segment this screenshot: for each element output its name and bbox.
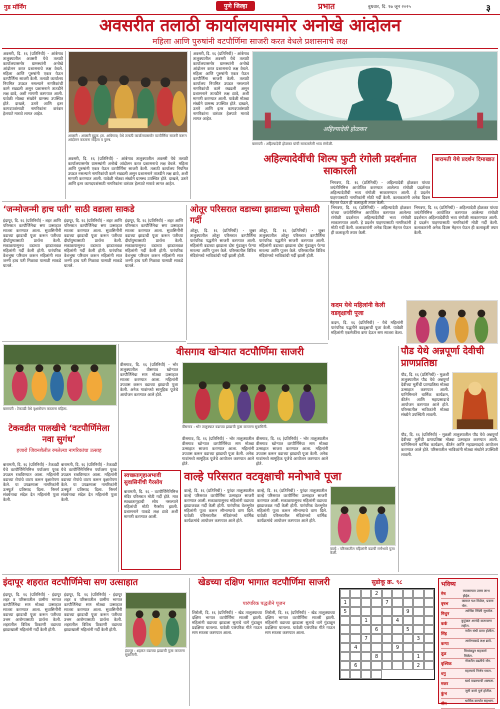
- sudoku-cell: 5: [403, 625, 413, 634]
- janmo-body-3: इंदापूर, दि. १६ (प्रतिनिधी) - शहर आणि परिसरात वटपौर्णिमेचा सण उत्साहात साजरा करण्यात आला. सुवासिनींनी वडाच्या झाडाची पूजा करून पतीच्या दीर्घायुष्यासाठी प्रार्थना केली. सकाळपासूनच वडाच्या झाडाजवळ महिलांनी गर्दी केली होती. पारंपरिक वेशभूषा परिधान करून महिलांनी सात जन्मी हाच पती मिळावा यासाठी साकडे घातले.: [125, 218, 183, 268]
- lead-body-col3: अवसरी, दि. १६ (प्रतिनिधी) - आंबेगाव तालुक्यातील अवसरी येथे तलाठी कार्यालयासमोर ग्रामस्थांनी अनोखे आंदोलन करत प्रशासनाचे लक्ष वेधले. महिला आणि पुरुषांनी एकत्र येऊन वटपौर्णिमा साजरी केली. तलाठी कार्यालय नियमित उघडत नसल्याने नागरिकांची कामे रखडली असून प्रशासनाने तातडीने लक्ष द्यावे, अशी मागणी करण्यात आली. यावेळी मोठ्या संख्येने ग्रामस्थ उपस्थित होते. दाखले, उतारे आणि इतर कागदपत्रांसाठी नागरिकांना वारंवार हेलपाटे मारावे लागत आहेत.: [193, 51, 249, 121]
- sudoku-cell: [340, 661, 350, 670]
- sudoku-cell: [371, 616, 381, 625]
- sudoku-cell: [361, 670, 371, 679]
- sudoku-cell: [382, 643, 392, 652]
- indapur-caption: इंदापूर : शहरात वडाच्या झाडाची पूजा करताना सुवासिनी.: [125, 649, 185, 658]
- sudoku-cell: [392, 607, 402, 616]
- sudoku-cell: [340, 670, 350, 679]
- horoscope-title: भविष्य: [441, 581, 456, 588]
- otur-body-1: ओतूर, दि. १६ (प्रतिनिधी) - जुन्नर तालुक्यातील ओतूर परिसरात वटपौर्णिमा पारंपरिक पद्धतीने साजरी करण्यात आली. महिलांनी वडाच्या झाडाला दोरा गुंडाळून फेऱ्या मारल्या आणि पूजन केले. परिसरातील विविध मंदिरांमध्ये भाविकांची गर्दी झाली होती.: [190, 228, 256, 258]
- sudoku-cell: [350, 625, 360, 634]
- sudoku-cell: [424, 652, 434, 661]
- sudoku-cell: [340, 643, 350, 652]
- sudoku-cell: [382, 589, 392, 598]
- valhe-headline: वाल्हे परिसरात वटवृक्षाची मनोभावे पूजा: [184, 470, 342, 483]
- horoscope-sign: वृषभ: [441, 601, 449, 606]
- newspaper-logo: प्रभात: [318, 1, 335, 11]
- sudoku-cell: [403, 643, 413, 652]
- ahilya-body-col3: भिगवण, दि. १६ (प्रतिनिधी) - अहिल्यादेवी होळकर यांच्या जयंतीनिमित्त आयोजित करण्यात आलेल्या रांगोळी प्रदर्शनात अहिल्यादेवींची भव्य रांगोळी साकारण्यात आली. हे प्रदर्शन पाहण्यासाठी नागरिकांनी मोठी गर्दी केली. कलाकारांनी अनेक दिवस मेहनत घेऊन ही कलाकृती तयार केली.: [414, 205, 498, 235]
- ahilya-side-title: बारामती येथे प्रदर्शन दिमाखात: [435, 157, 495, 163]
- kadam-headline: कदम येथे महिलांनी केली वडवृक्षाची पूजा: [331, 302, 386, 317]
- lead-body-col2: अवसरी, दि. १६ (प्रतिनिधी) - आंबेगाव तालुक्यातील अवसरी येथे तलाठी कार्यालयासमोर ग्रामस्थांनी अनोखे आंदोलन करत प्रशासनाचे लक्ष वेधले. महिला आणि पुरुषांनी एकत्र येऊन वटपौर्णिमा साजरी केली. तलाठी कार्यालय नियमित उघडत नसल्याने नागरिकांची कामे रखडली असून प्रशासनाने तातडीने लक्ष द्यावे, अशी मागणी करण्यात आली. यावेळी मोठ्या संख्येने ग्रामस्थ उपस्थित होते. दाखले, उतारे आणि इतर कागदपत्रांसाठी नागरिकांना वारंवार हेलपाटे मारावे लागत आहेत.: [68, 156, 188, 186]
- sudoku-cell: 1: [340, 598, 350, 607]
- horoscope-text: जुनी कामे पूर्ण होतील.: [465, 689, 493, 693]
- khed-headline: खेडच्या दक्षिण भागात वटपौर्णिमा साजरी: [198, 578, 330, 588]
- sudoku-cell: 1: [361, 616, 371, 625]
- horoscope-sign: धनु: [441, 671, 446, 676]
- shauchalay-headline: स्वच्छतागृहाअभावी सुवासिनींची गैरसोय: [124, 473, 163, 486]
- visgaon-caption: वीसगाव : भोर तालुक्यात वडाच्या झाडाची पूजा करताना सुवासिनी.: [182, 425, 268, 429]
- page-date: बुधवार, दि. १७ जून २०२५: [368, 5, 411, 10]
- sudoku-cell: [361, 589, 371, 598]
- sudoku-box: [339, 578, 435, 704]
- horoscope-item: [441, 649, 495, 659]
- otur-body-2: ओतूर, दि. १६ (प्रतिनिधी) - जुन्नर तालुक्यातील ओतूर परिसरात वटपौर्णिमा पारंपरिक पद्धतीने साजरी करण्यात आली. महिलांनी वडाच्या झाडाला दोरा गुंडाळून फेऱ्या मारल्या आणि पूजन केले. परिसरातील विविध मंदिरांमध्ये भाविकांची गर्दी झाली होती.: [259, 228, 325, 258]
- sudoku-cell: 9: [403, 607, 413, 616]
- sudoku-cell: [382, 607, 392, 616]
- sudoku-cell: [350, 652, 360, 661]
- sudoku-cell: 2: [413, 661, 423, 670]
- horoscope-item: [441, 669, 495, 679]
- rangoli-signature: अहिल्यादेवी होळकर: [323, 126, 367, 133]
- sudoku-cell: [403, 634, 413, 643]
- sudoku-cell: [371, 643, 381, 652]
- valhe-caption: वाल्हे : परिसरातील महिलांनी वडाची मनोभावे पूजा केली.: [330, 547, 395, 556]
- rangoli-caption: बारामती : अहिल्यादेवी होळकर यांची साकारलेली भव्य रांगोळी.: [252, 142, 334, 146]
- sudoku-cell: [382, 634, 392, 643]
- horoscope-item: [441, 609, 495, 619]
- horoscope-sign: कुंभ: [441, 691, 447, 696]
- horoscope-item: [441, 599, 495, 609]
- khed-body-1: शिरोली, दि. १६ (प्रतिनिधी) - खेड तालुक्याच्या दक्षिण भागात वटपौर्णिमा साजरी झाली. महिलांनी वडाच्या झाडाला सुताचे धागे गुंडाळून प्रदक्षिणा घातल्या. यावेळी पारंपरिक गीते गाऊन सण साजरा करण्यात आला.: [192, 610, 262, 635]
- tekwadi-headline: टेकवडीत पालखीचे ‘वटपौर्णिमेला नवा सुगंध’: [8, 424, 110, 445]
- sudoku-cell: [382, 616, 392, 625]
- sudoku-cell: [413, 643, 423, 652]
- otur-headline: ओतूर परिसरात वडाच्या झाडाच्या पूजेसाठी गर्दी: [190, 205, 320, 226]
- sudoku-cell: [350, 607, 360, 616]
- sudoku-cell: [424, 598, 434, 607]
- khed-sub: पारंपरिक पद्धतीने पूजन: [242, 601, 286, 607]
- sudoku-cell: [424, 607, 434, 616]
- sudoku-cell: [392, 634, 402, 643]
- sudoku-cell: 5: [340, 607, 350, 616]
- shauchalay-box: [121, 470, 181, 570]
- indapur-body-2: इंदापूर, दि. १६ (प्रतिनिधी) - इंदापूर शहर व परिसरातील ग्रामीण भागात वटपौर्णिमेचा सण मोठ्या उत्साहात साजरा करण्यात आला. सुवासिनींनी वडाच्या झाडाची पूजा करून पतीच्या उत्तम आरोग्यासाठी प्रार्थना केली. शहरातील विविध ठिकाणी वडाच्या झाडाखाली महिलांनी गर्दी केली होती.: [64, 592, 122, 632]
- horoscope-item: [441, 619, 495, 629]
- sudoku-cell: [403, 616, 413, 625]
- sudoku-cell: [424, 625, 434, 634]
- sudoku-cell: [350, 634, 360, 643]
- horoscope-text: खर्च वाढण्याची शक्यता.: [465, 679, 495, 683]
- sudoku-cell: 4: [350, 643, 360, 652]
- sudoku-cell: [413, 607, 423, 616]
- sudoku-cell: [403, 661, 413, 670]
- horoscope-sign: मकर: [441, 681, 449, 686]
- sudoku-cell: [350, 598, 360, 607]
- sudoku-cell: 6: [371, 625, 381, 634]
- lead-photo: [68, 51, 188, 133]
- lead-subhead: महिला आणि पुरुषांनी वटपौर्णिमा साजरी करत वेधले प्रशासनाचे लक्ष: [152, 37, 348, 46]
- horoscope-box: [438, 578, 498, 704]
- sudoku-cell: 3: [413, 634, 423, 643]
- lead-photo-caption: अवसरी : अवसरी बुद्रुक (ता. आंबेगाव) येथे तलाठी कार्यालयासमोर वटपौर्णिमा साजरी करून आंदोलन करताना महिला व पुरुष.: [68, 134, 187, 143]
- khed-body-2: शिरोली, दि. १६ (प्रतिनिधी) - खेड तालुक्याच्या दक्षिण भागात वटपौर्णिमा साजरी झाली. महिलांनी वडाच्या झाडाला सुताचे धागे गुंडाळून प्रदक्षिणा घातल्या. यावेळी पारंपरिक गीते गाऊन सण साजरा करण्यात आला.: [265, 610, 335, 635]
- sudoku-cell: [392, 625, 402, 634]
- indapur-body-1: इंदापूर, दि. १६ (प्रतिनिधी) - इंदापूर शहर व परिसरातील ग्रामीण भागात वटपौर्णिमेचा सण मोठ्या उत्साहात साजरा करण्यात आला. सुवासिनींनी वडाच्या झाडाची पूजा करून पतीच्या उत्तम आरोग्यासाठी प्रार्थना केली. शहरातील विविध ठिकाणी वडाच्या झाडाखाली महिलांनी गर्दी केली होती.: [3, 592, 61, 632]
- horoscope-sign: कन्या: [441, 641, 449, 646]
- sudoku-cell: 1: [413, 652, 423, 661]
- sudoku-cell: [413, 598, 423, 607]
- sudoku-cell: [361, 661, 371, 670]
- sudoku-cell: [413, 616, 423, 625]
- sudoku-cell: 7: [361, 634, 371, 643]
- visgaon-headline: वीसगाव खोऱ्यात वटपौर्णिमा साजरी: [176, 347, 304, 358]
- sudoku-cell: [382, 652, 392, 661]
- sudoku-cell: [371, 607, 381, 616]
- horoscope-sign: कर्क: [441, 621, 448, 626]
- section-label: गुड मॉर्निंग: [4, 4, 27, 11]
- sudoku-cell: [392, 652, 402, 661]
- sudoku-cell: [361, 625, 371, 634]
- valhe-body-2: वाल्हे, दि. १६ (प्रतिनिधी) - पुरंदर तालुक्यातील वाल्हे परिसरात वटपौर्णिमा उत्साहात साजरी करण्यात आली. सकाळपासूनच महिलांनी वडाच्या झाडाजवळ गर्दी केली होती. पारंपरिक वेशभूषेत महिलांनी पूजा करून सौभाग्याचे वाण दिले. यावेळी परिसरातील मंदिरांमध्ये धार्मिक कार्यक्रमांचे आयोजन करण्यात आले होते.: [257, 488, 327, 523]
- horoscope-sign: तूळ: [441, 651, 447, 656]
- indapur-headline: इंदापूर शहरात वटपौर्णिमेचा सण उत्साहात: [3, 578, 138, 588]
- horoscope-text: कामात यश मिळेल, प्रवास योग.: [461, 599, 494, 608]
- sudoku-cell: 6: [350, 661, 360, 670]
- sudoku-cell: [361, 598, 371, 607]
- sudoku-cell: [403, 589, 413, 598]
- sudoku-cell: [340, 634, 350, 643]
- sudoku-cell: [413, 625, 423, 634]
- ahilya-headline: अहिल्यादेवींची शिल्प फुटी रंगोली प्रदर्शनात साकारली: [263, 154, 417, 177]
- paud-body-1: पौड, दि. १६ (प्रतिनिधी) - मुळशी तालुक्यातील पौड येथे अन्नपूर्णा देवीच्या मूर्तीची प्राणप्रतिष्ठा मोठ्या उत्साहात करण्यात आली. यानिमित्ताने धार्मिक कार्यक्रम, कीर्तन आणि महाप्रसादाचे आयोजन करण्यात आले होते. परिसरातील भाविकांनी मोठ्या संख्येने उपस्थिती लावली.: [401, 372, 449, 417]
- sudoku-cell: 8: [371, 652, 381, 661]
- horoscope-item: [441, 639, 495, 649]
- sudoku-cell: [350, 616, 360, 625]
- paud-photo: [452, 372, 498, 430]
- horoscope-text: आरोग्याकडे लक्ष द्यावे.: [465, 639, 492, 643]
- horoscope-sign: मिथुन: [441, 611, 450, 616]
- sudoku-cell: [340, 616, 350, 625]
- visgaon-body-3: वीसगाव, दि. १६ (प्रतिनिधी) - भोर तालुक्यातील वीसगाव खोऱ्यात वटपौर्णिमेचा सण मोठ्या उत्साहात साजरा करण्यात आला. महिलांनी उपवास करून वडाच्या झाडाची पूजा केली. अनेक गावांमध्ये सामूहिक पूजेचे आयोजन करण्यात आले होते.: [256, 436, 328, 466]
- tekwadi-sub: हजारो जिवनशैलीत रमलेल्या नागरिकांचा उत्साह: [16, 448, 102, 454]
- sudoku-cell: [403, 652, 413, 661]
- horoscope-sign: सिंह: [441, 631, 447, 636]
- horoscope-item: [441, 589, 495, 599]
- horoscope-text: मित्रांकडून सहकार्य मिळेल.: [463, 649, 487, 658]
- shauchalay-body: बारामती, दि. १६ - वटपौर्णिमेनिमित्त मंदिर परिसरात मोठी गर्दी होते. मात्र स्वच्छतागृहाची सोय नसल्याने महिलांची मोठी गैरसोय झाली. प्रशासनाने याकडे लक्ष द्यावे अशी मागणी करण्यात आली.: [124, 489, 178, 519]
- sudoku-cell: [413, 589, 423, 598]
- sudoku-cell: [340, 589, 350, 598]
- sudoku-cell: [350, 589, 360, 598]
- horoscope-text: नोकरीत बढतीचे योग.: [465, 659, 492, 663]
- page-number: ३: [486, 4, 491, 14]
- kadam-photo: [406, 300, 498, 344]
- horoscope-text: महत्त्वाचे निर्णय घ्याल.: [465, 669, 492, 673]
- sudoku-cell: [371, 670, 381, 679]
- sudoku-cell: [350, 670, 360, 679]
- sudoku-cell: 2: [371, 589, 381, 598]
- masthead: [0, 0, 500, 15]
- paud-headline: पौड येथे अन्नपूर्णा देवीची प्राणप्रतिष्ठा: [401, 346, 485, 369]
- horoscope-sign: वृश्चिक: [441, 661, 452, 666]
- horoscope-item: [441, 699, 495, 709]
- sudoku-cell: [392, 661, 402, 670]
- sudoku-cell: 4: [392, 616, 402, 625]
- sudoku-grid: [339, 588, 435, 680]
- horoscope-sign: मीन: [441, 701, 447, 706]
- janmo-body-2: इंदापूर, दि. १६ (प्रतिनिधी) - शहर आणि परिसरात वटपौर्णिमेचा सण उत्साहात साजरा करण्यात आला. सुवासिनींनी वडाच्या झाडाची पूजा करून पतीच्या दीर्घायुष्यासाठी प्रार्थना केली. सकाळपासूनच वडाच्या झाडाजवळ महिलांनी गर्दी केली होती. पारंपरिक वेशभूषा परिधान करून महिलांनी सात जन्मी हाच पती मिळावा यासाठी साकडे घातले.: [64, 218, 122, 268]
- horoscope-text: नवीन संधी प्राप्त होतील.: [465, 629, 495, 633]
- horoscope-text: आर्थिक स्थिती सुधारेल.: [465, 609, 494, 613]
- ahilya-body-col2: भिगवण, दि. १६ (प्रतिनिधी) - अहिल्यादेवी होळकर यांच्या जयंतीनिमित्त आयोजित करण्यात आलेल्या रांगोळी प्रदर्शनात अहिल्यादेवींची भव्य रांगोळी साकारण्यात आली. हे प्रदर्शन पाहण्यासाठी नागरिकांनी मोठी गर्दी केली. कलाकारांनी अनेक दिवस मेहनत घेऊन ही कलाकृती तयार केली.: [331, 205, 411, 235]
- sudoku-cell: 7: [382, 598, 392, 607]
- sudoku-cell: [361, 652, 371, 661]
- rangoli-photo: [252, 51, 498, 141]
- kadam-body: कदम, दि. १६ (प्रतिनिधी) - येथे महिलांनी पारंपरिक पद्धतीने वडवृक्षाची पूजा केली. यावेळी महिलांनी एकमेकींना वाण देऊन सण साजरा केला.: [331, 320, 403, 335]
- horoscope-item: [441, 689, 495, 699]
- sudoku-cell: [424, 616, 434, 625]
- sudoku-cell: [424, 589, 434, 598]
- visgaon-photo: [182, 362, 328, 424]
- sudoku-cell: [371, 598, 381, 607]
- sudoku-cell: [403, 598, 413, 607]
- sudoku-cell: [361, 643, 371, 652]
- horoscope-text: व्यवसायात उत्तम लाभ होईल.: [462, 589, 490, 598]
- tekwadi-body-1: बारामती, दि. १६ (प्रतिनिधी) - टेकवडी येथे वटपौर्णिमेनिमित्त पर्यावरण पूरक उपक्रम राबविण्यात आला. महिलांनी वडाच्या रोपांचे वाटप करून वृक्षारोपण केले. या उपक्रमाला नागरिकांनी उत्स्फूर्त प्रतिसाद दिला. निसर्ग संवर्धनाचा संदेश देत महिलांनी पूजा केली.: [3, 462, 59, 502]
- horoscope-sign: मेष: [441, 591, 446, 596]
- tekwadi-photo: [3, 344, 117, 406]
- horoscope-text: धार्मिक कार्यात सहभाग.: [465, 699, 495, 703]
- sudoku-cell: [424, 643, 434, 652]
- horoscope-text: कुटुंबात आनंदी वातावरण राहील.: [461, 619, 492, 628]
- sudoku-cell: [371, 661, 381, 670]
- ahilya-side-box: [432, 154, 498, 198]
- paud-body-2: पौड, दि. १६ (प्रतिनिधी) - मुळशी तालुक्यातील पौड येथे अन्नपूर्णा देवीच्या मूर्तीची प्राणप्रतिष्ठा मोठ्या उत्साहात करण्यात आली. यानिमित्ताने धार्मिक कार्यक्रम, कीर्तन आणि महाप्रसादाचे आयोजन करण्यात आले होते. परिसरातील भाविकांनी मोठ्या संख्येने उपस्थिती लावली.: [401, 432, 498, 457]
- tekwadi-caption: बारामती : टेकवडी येथे वृक्षारोपण करताना महिला.: [3, 407, 68, 411]
- sudoku-cell: [382, 625, 392, 634]
- sudoku-cell: [424, 634, 434, 643]
- horoscope-list: [441, 589, 495, 709]
- sudoku-cell: [340, 652, 350, 661]
- sudoku-cell: [371, 634, 381, 643]
- indapur-photo: [125, 592, 187, 648]
- horoscope-item: [441, 659, 495, 669]
- sudoku-cell: [382, 661, 392, 670]
- tekwadi-body-2: बारामती, दि. १६ (प्रतिनिधी) - टेकवडी येथे वटपौर्णिमेनिमित्त पर्यावरण पूरक उपक्रम राबविण्यात आला. महिलांनी वडाच्या रोपांचे वाटप करून वृक्षारोपण केले. या उपक्रमाला नागरिकांनी उत्स्फूर्त प्रतिसाद दिला. निसर्ग संवर्धनाचा संदेश देत महिलांनी पूजा केली.: [61, 462, 117, 502]
- sudoku-cell: [392, 598, 402, 607]
- sudoku-cell: [340, 625, 350, 634]
- valhe-body-1: वाल्हे, दि. १६ (प्रतिनिधी) - पुरंदर तालुक्यातील वाल्हे परिसरात वटपौर्णिमा उत्साहात साजरी करण्यात आली. सकाळपासूनच महिलांनी वडाच्या झाडाजवळ गर्दी केली होती. पारंपरिक वेशभूषेत महिलांनी पूजा करून सौभाग्याचे वाण दिले. यावेळी परिसरातील मंदिरांमध्ये धार्मिक कार्यक्रमांचे आयोजन करण्यात आले होते.: [184, 488, 254, 523]
- lead-headline: अवसरीत तलाठी कार्यालयासमोर अनोखे आंदोलन: [99, 16, 401, 36]
- lead-body-col1: अवसरी, दि. १६ (प्रतिनिधी) - आंबेगाव तालुक्यातील अवसरी येथे तलाठी कार्यालयासमोर ग्रामस्थांनी अनोखे आंदोलन करत प्रशासनाचे लक्ष वेधले. महिला आणि पुरुषांनी एकत्र येऊन वटपौर्णिमा साजरी केली. तलाठी कार्यालय नियमित उघडत नसल्याने नागरिकांची कामे रखडली असून प्रशासनाने तातडीने लक्ष द्यावे, अशी मागणी करण्यात आली. यावेळी मोठ्या संख्येने ग्रामस्थ उपस्थित होते. दाखले, उतारे आणि इतर कागदपत्रांसाठी नागरिकांना वारंवार हेलपाटे मारावे लागत आहेत.: [3, 51, 63, 116]
- valhe-photo: [330, 486, 396, 546]
- janmo-headline: ‘जन्मोजन्मी हाच पती’ साठी वडाला साकडे: [3, 205, 135, 215]
- sudoku-cell: [392, 589, 402, 598]
- horoscope-item: [441, 629, 495, 639]
- horoscope-item: [441, 679, 495, 689]
- janmo-body-1: इंदापूर, दि. १६ (प्रतिनिधी) - शहर आणि परिसरात वटपौर्णिमेचा सण उत्साहात साजरा करण्यात आला. सुवासिनींनी वडाच्या झाडाची पूजा करून पतीच्या दीर्घायुष्यासाठी प्रार्थना केली. सकाळपासूनच वडाच्या झाडाजवळ महिलांनी गर्दी केली होती. पारंपरिक वेशभूषा परिधान करून महिलांनी सात जन्मी हाच पती मिळावा यासाठी साकडे घातले.: [3, 218, 61, 268]
- sudoku-cell: [361, 607, 371, 616]
- visgaon-body: वीसगाव, दि. १६ (प्रतिनिधी) - भोर तालुक्यातील वीसगाव खोऱ्यात वटपौर्णिमेचा सण मोठ्या उत्साहात साजरा करण्यात आला. महिलांनी उपवास करून वडाच्या झाडाची पूजा केली. अनेक गावांमध्ये सामूहिक पूजेचे आयोजन करण्यात आले होते.: [120, 362, 178, 397]
- visgaon-body-2: वीसगाव, दि. १६ (प्रतिनिधी) - भोर तालुक्यातील वीसगाव खोऱ्यात वटपौर्णिमेचा सण मोठ्या उत्साहात साजरा करण्यात आला. महिलांनी उपवास करून वडाच्या झाडाची पूजा केली. अनेक गावांमध्ये सामूहिक पूजेचे आयोजन करण्यात आले होते.: [182, 436, 254, 466]
- sudoku-cell: [424, 661, 434, 670]
- sudoku-title: सुडोकू क्र. ९८: [371, 579, 403, 586]
- ahilya-body: भिगवण, दि. १६ (प्रतिनिधी) - अहिल्यादेवी होळकर यांच्या जयंतीनिमित्त आयोजित करण्यात आलेल्या रांगोळी प्रदर्शनात अहिल्यादेवींची भव्य रांगोळी साकारण्यात आली. हे प्रदर्शन पाहण्यासाठी नागरिकांनी मोठी गर्दी केली. कलाकारांनी अनेक दिवस मेहनत घेऊन ही कलाकृती तयार केली.: [330, 180, 430, 205]
- sudoku-cell: 9: [392, 643, 402, 652]
- city-tab: पुणे जिल्हा: [216, 1, 255, 11]
